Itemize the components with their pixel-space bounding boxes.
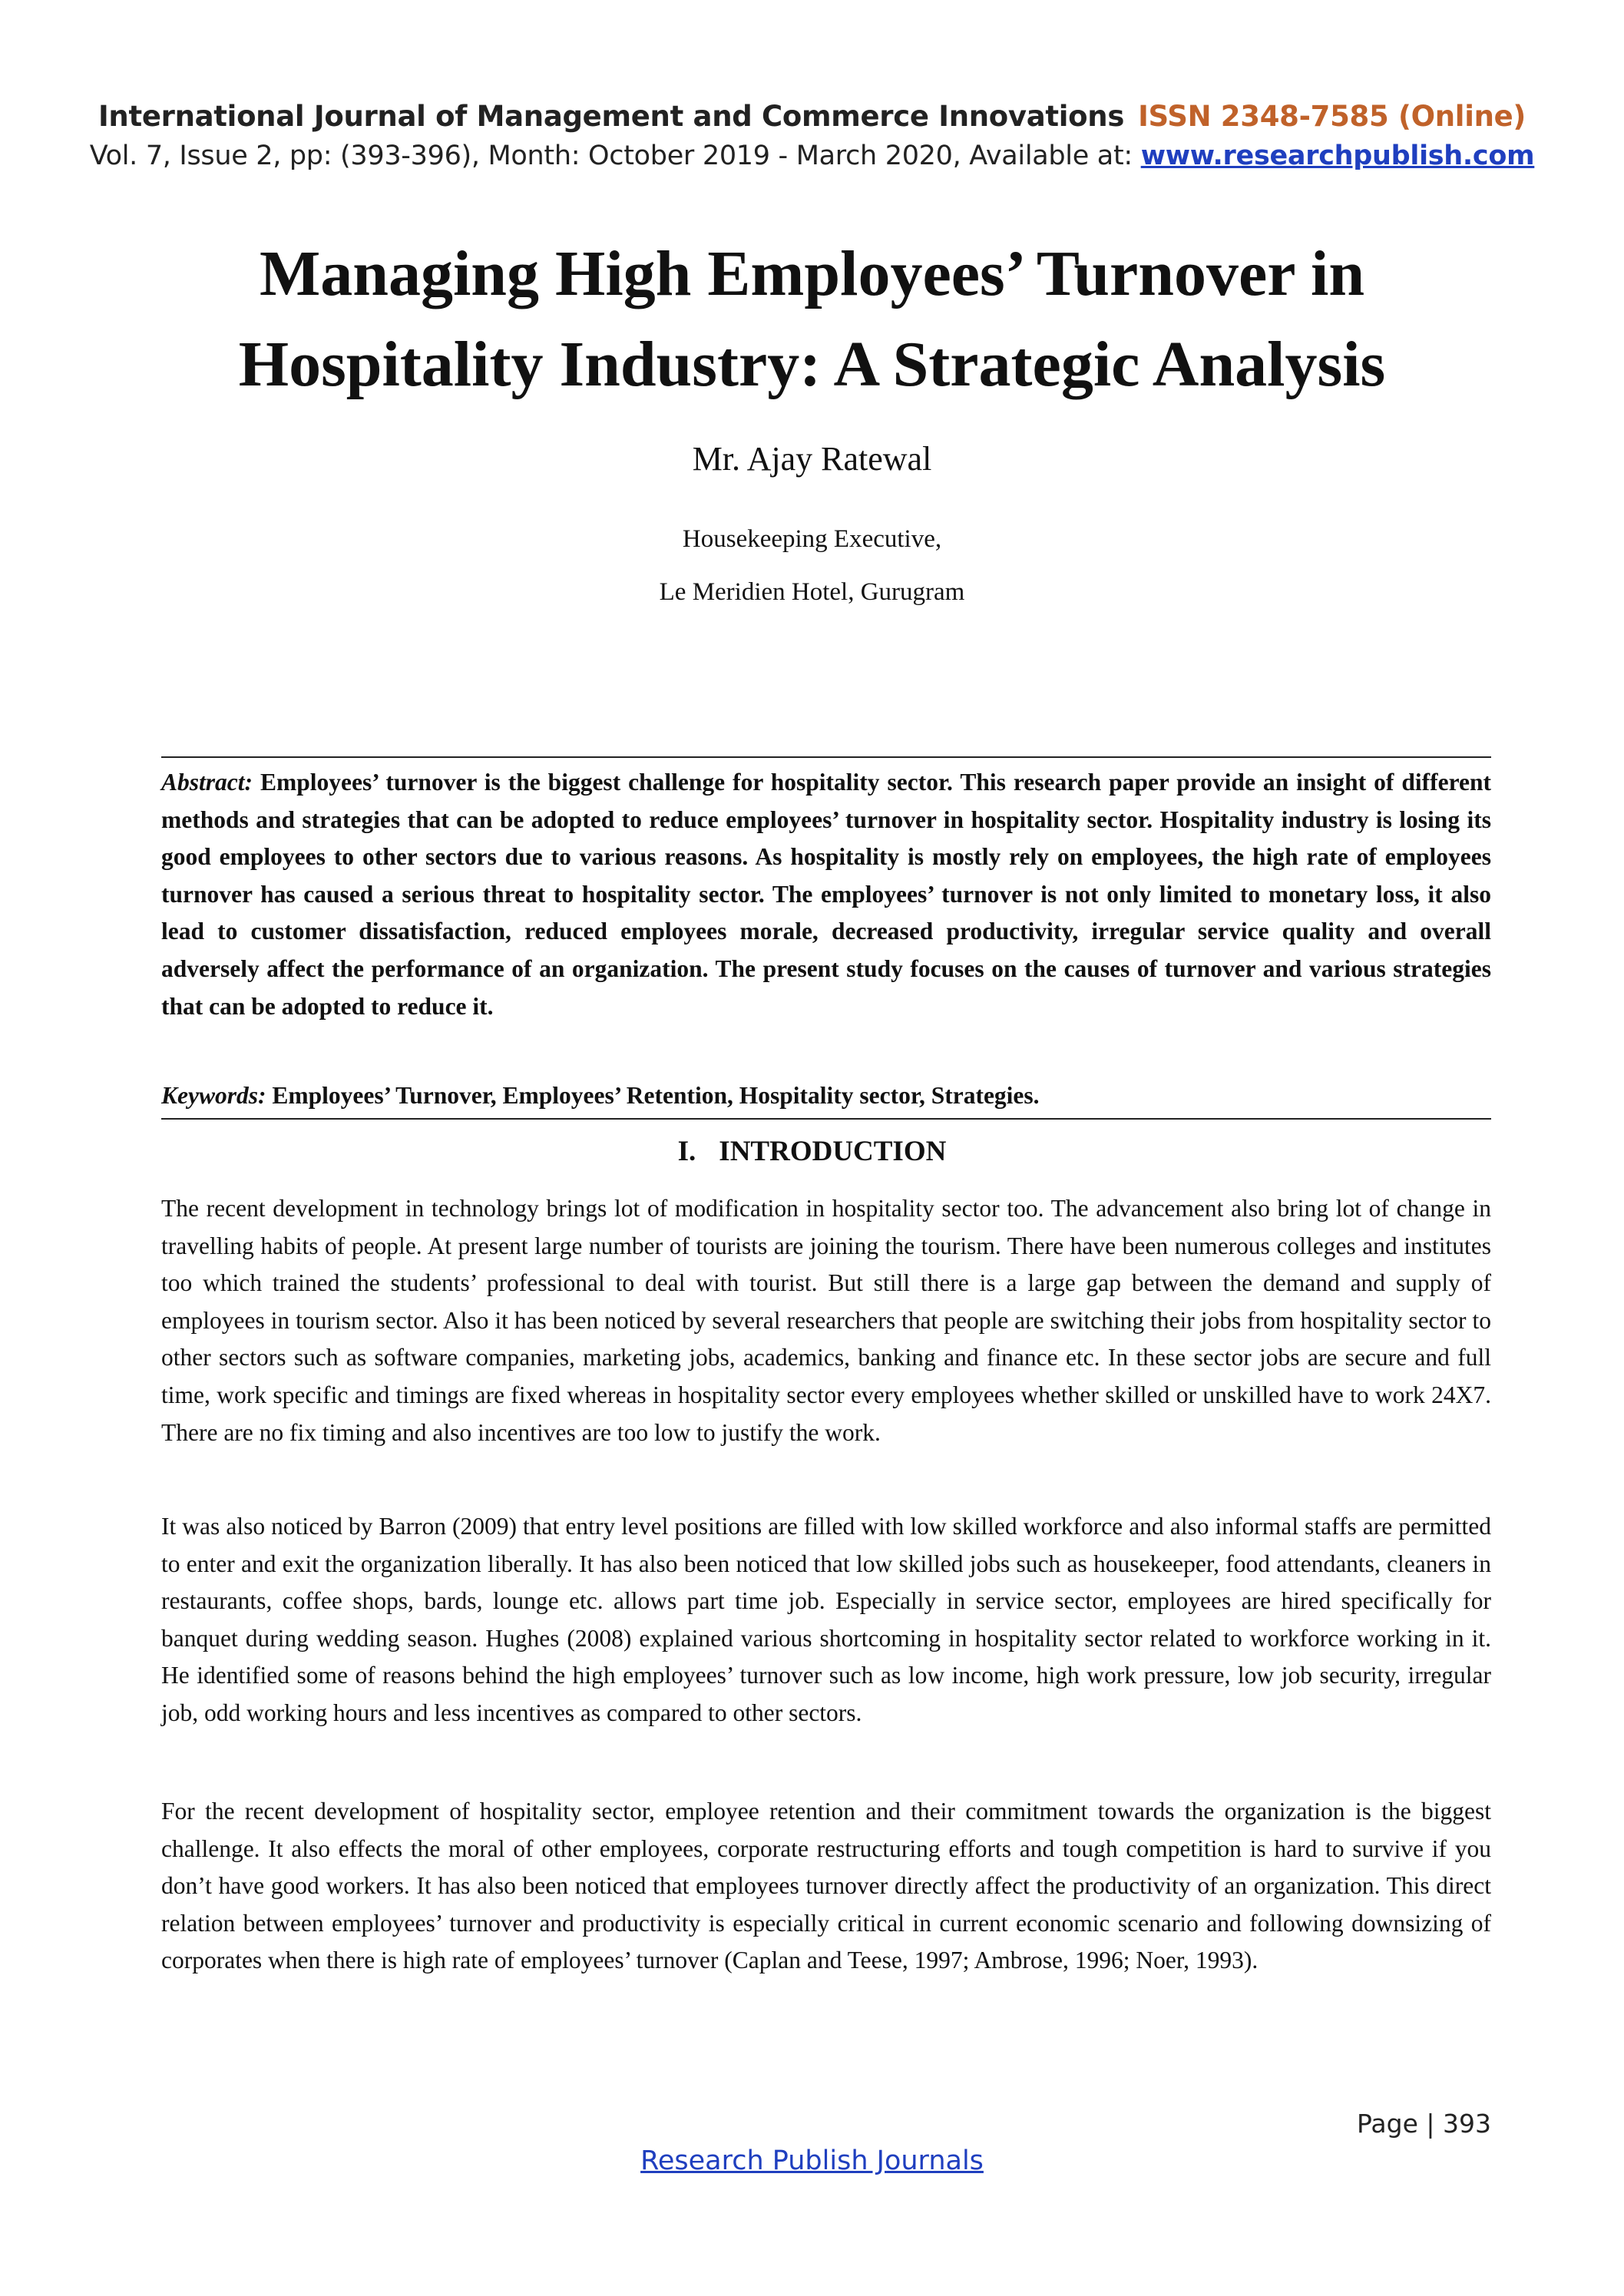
journal-name: International Journal of Management and Commerce Innovations [98, 100, 1125, 133]
journal-issn: ISSN 2348-7585 (Online) [1138, 100, 1526, 133]
journal-header-line2 [0, 141, 1624, 171]
keywords-text: Employees’ Turnover, Employees’ Retention, Hospitality sector, Strategies. [272, 1082, 1040, 1109]
section-heading-introduction [0, 1135, 1624, 1168]
publisher-link[interactable]: Research Publish Journals [640, 2145, 984, 2176]
journal-website-link[interactable]: www.researchpublish.com [1140, 141, 1535, 171]
author-name: Mr. Ajay Ratewal [692, 440, 932, 478]
author-affiliation-role: Housekeeping Executive, [682, 525, 942, 553]
intro-paragraph-1: The recent development in technology brings lot of modification in hospitality sector too. The advancement also bring lot of change in travelling habits of people. At present large number of tourists are joining the tourism. There have been numerous colleges and institutes too which trained the students’ professional to deal with tourist. But still there is a large gap between the demand and supply of employees in tourism sector. Also it has been noticed by several researchers that people are switching their jobs from hospitality sector to other sectors such as software companies, marketing jobs, academics, banking and finance etc. In these sector jobs are secure and full time, work specific and timings are fixed whereas in hospitality sector every employees whether skilled or unskilled have to work 24X7. There are no fix timing and also incentives are too low to justify the work. [161, 1195, 1491, 1446]
footer [0, 2145, 1624, 2176]
abstract-label: Abstract: [161, 769, 253, 796]
author-affiliation-org: Le Meridien Hotel, Gurugram [659, 578, 965, 606]
intro-paragraph-2: It was also noticed by Barron (2009) that entry level positions are filled with low skilled workforce and also informal staffs are permitted to enter and exit the organization liberally. It has also been noticed that low skilled jobs such as housekeeper, food attendants, cleaners in restaurants, coffee shops, bards, lounge etc. allows part time job. Especially in service sector, employees are hired specifically for banquet during wedding season. Hughes (2008) explained various shortcoming in hospitality sector related to workforce working in it. He identified some of reasons behind the high employees’ turnover such as low income, high work pressure, low job security, irregular job, odd working hours and less incentives as compared to other sectors. [161, 1513, 1491, 1726]
intro-paragraph-3: For the recent development of hospitality sector, employee retention and their commitment towards the organization is the biggest challenge. It also effects the moral of other employees, corporate restructuring efforts and tough competition is hard to survive if you don’t have good workers. It has also been noticed that employees turnover directly affect the productivity of an organization. This direct relation between employees’ turnover and productivity is especially critical in current economic scenario and following downsizing of corporates when there is high rate of employees’ turnover (Caplan and Teese, 1997; Ambrose, 1996; Noer, 1993). [161, 1798, 1491, 1974]
abstract-text: Employees’ turnover is the biggest challenge for hospitality sector. This research paper provide an insight of different methods and strategies that can be adopted to reduce employees’ turnover in hospitality sector. Hospitality industry is losing its good employees to other sectors due to various reasons. As hospitality is mostly rely on employees, the high rate of employees turnover has caused a serious threat to hospitality sector. The employees’ turnover is not only limited to monetary loss, it also lead to customer dissatisfaction, reduced employees morale, decreased productivity, irregular service quality and overall adversely affect the performance of an organization. The present study focuses on the causes of turnover and various strategies that can be adopted to reduce it. [161, 769, 1492, 1020]
section-number: I. [677, 1136, 696, 1167]
abstract-top-rule [161, 756, 1491, 758]
paper-title-line1: Managing High Employees’ Turnover in [259, 238, 1365, 309]
keywords-label: Keywords: [161, 1082, 266, 1109]
page-number: Page | 393 [1357, 2109, 1491, 2139]
abstract [161, 764, 1491, 1025]
section-title: INTRODUCTION [719, 1136, 947, 1167]
journal-volume-info: Vol. 7, Issue 2, pp: (393-396), Month: October 2019 - March 2020, Available at: [89, 141, 1141, 171]
keywords [161, 1078, 1491, 1113]
paper-title [0, 229, 1624, 410]
abstract-bottom-rule [161, 1118, 1491, 1120]
paper-title-line2: Hospitality Industry: A Strategic Analysis [238, 329, 1386, 400]
journal-header-line1 [0, 100, 1624, 133]
